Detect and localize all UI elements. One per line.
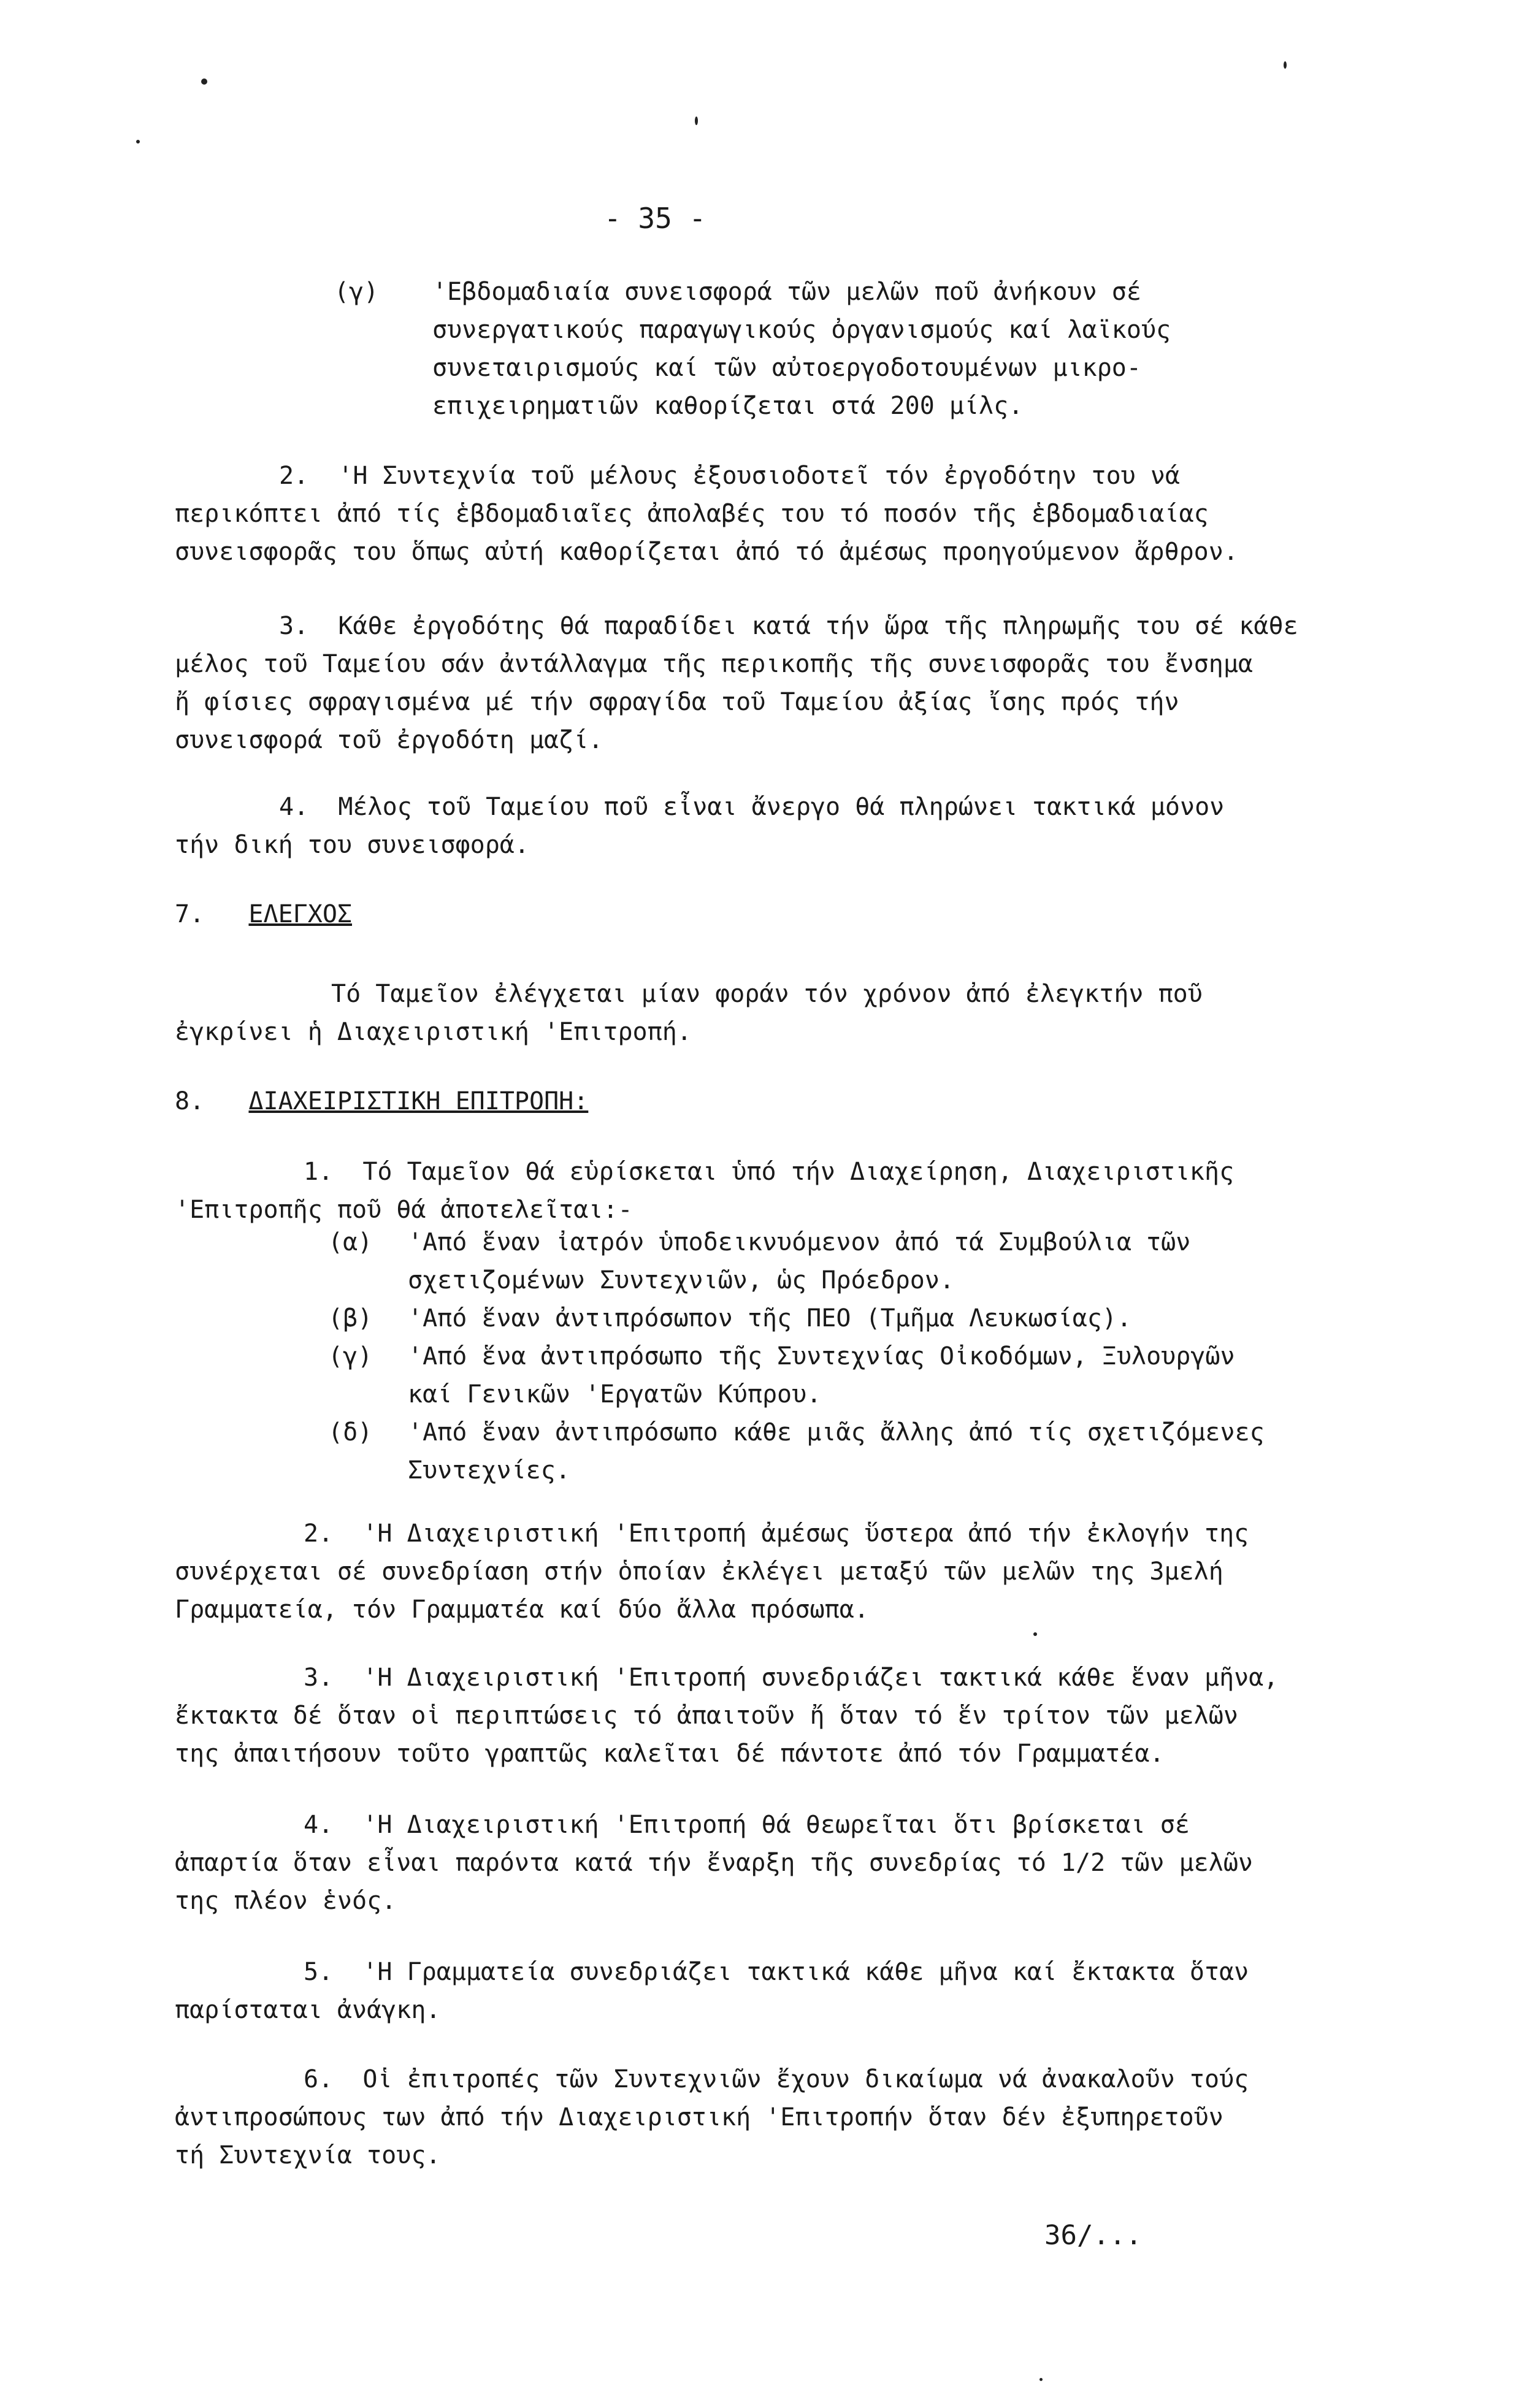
item-gamma-marker: (γ) — [334, 278, 379, 306]
scan-speck — [1284, 61, 1287, 69]
scan-speck — [695, 117, 698, 125]
paragraph-2: 2. 'Η Συντεχνία τοῦ μέλους ἐξουσιοδοτεῖ τόν ἐργοδότην του νά περικόπτει ἀπό τίς ἑβδομαδιαῖες ἀπολαβές του τό ποσόν τῆς ἑβδομαδιαίας συνεισφορᾶς του ὅπως αὐτή καθορίζεται ἀπό τό ἀμέσως προηγούμενον ἄρθρον. — [175, 462, 1238, 566]
subitem-beta: 'Από ἕναν ἀντιπρόσωπον τῆς ΠΕΟ (Τμῆμα Λευκωσίας). — [408, 1304, 1132, 1332]
subitem-texts: 'Από ἕναν ἰατρόν ὑποδεικνυόμενον ἀπό τά Συμβούλια τῶν σχετιζομένων Συντεχνιῶν, ὡς Πρόεδρον. 'Από ἕναν ἀντιπρόσωπον τῆς ΠΕΟ (Τμῆμα Λευκωσίας). 'Από ἕνα ἀντιπρόσωπο τῆς Συντεχνίας Οἰκοδόμων, Ξυλουργῶν καί Γενικῶν 'Εργατῶν Κύπρου. 'Από ἕναν ἀντιπρόσωπο κάθε μιᾶς ἄλλης ἀπό τίς σχετιζόμενες Συντεχνίες. — [408, 1223, 1265, 1489]
page-number: - 35 - — [604, 202, 706, 235]
continuation-marker: 36/... — [1044, 2220, 1142, 2251]
scan-speck — [201, 78, 207, 85]
section-8-heading: 8. ΔΙΑΧΕΙΡΙΣΤΙΚΗ ΕΠΙΤΡΟΠΗ: — [175, 1087, 589, 1115]
section-8-paragraph-4: 4. 'Η Διαχειριστική 'Επιτροπή θά θεωρεῖται ὅτι βρίσκεται σέ ἀπαρτία ὅταν εἶναι παρόντα κατά τήν ἔναρξη τῆς συνεδρίας τό 1/2 τῶν μελῶν της πλέον ἑνός. — [175, 1811, 1253, 1915]
paragraph-4: 4. Μέλος τοῦ Ταμείου ποῦ εἶναι ἄνεργο θά πληρώνει τακτικά μόνον τήν δική του συνεισφορά. — [175, 793, 1225, 859]
section-7-body: Τό Ταμεῖον ἐλέγχεται μίαν φοράν τόν χρόνον ἀπό ἐλεγκτήν ποῦ ἐγκρίνει ἡ Διαχειριστική 'Επιτροπή. — [175, 980, 1203, 1046]
subitem-delta: 'Από ἕναν ἀντιπρόσωπο κάθε μιᾶς ἄλλης ἀπό τίς σχετιζόμενες — [408, 1418, 1265, 1447]
subitem-gamma: 'Από ἕνα ἀντιπρόσωπο τῆς Συντεχνίας Οἰκοδόμων, Ξυλουργῶν — [408, 1342, 1235, 1370]
section-8-title: ΔΙΑΧΕΙΡΙΣΤΙΚΗ ΕΠΙΤΡΟΠΗ: — [248, 1087, 589, 1115]
section-8-paragraph-1: 1. Τό Ταμεῖον θά εὑρίσκεται ὑπό τήν Διαχείρηση, Διαχειριστικῆς 'Επιτροπῆς ποῦ θά ἀποτελεῖται:- — [175, 1158, 1235, 1224]
subitem-alpha: 'Από ἕναν ἰατρόν ὑποδεικνυόμενον ἀπό τά Συμβούλια τῶν — [408, 1228, 1191, 1256]
section-8-paragraph-3: 3. 'Η Διαχειριστική 'Επιτροπή συνεδριάζει τακτικά κάθε ἕναν μῆνα, ἔκτακτα δέ ὅταν οἱ περιπτώσεις τό ἀπαιτοῦν ἤ ὅταν τό ἕν τρίτον τῶν μελῶν της ἀπαιτήσουν τοῦτο γραπτῶς καλεῖται δέ πάντοτε ἀπό τόν Γραμματέα. — [175, 1664, 1279, 1768]
section-8-paragraph-2: 2. 'Η Διαχειριστική 'Επιτροπή ἀμέσως ὕστερα ἀπό τήν ἐκλογήν της συνέρχεται σέ συνεδρίαση στήν ὁποίαν ἐκλέγει μεταξύ τῶν μελῶν της 3μελή Γραμματεία, τόν Γραμματέα καί δύο ἄλλα πρόσωπα. — [175, 1519, 1249, 1624]
subitem-markers: (α) (β) (γ) (δ) — [328, 1228, 373, 1447]
paragraph-3: 3. Κάθε ἐργοδότης θά παραδίδει κατά τήν ὥρα τῆς πληρωμῆς του σέ κάθε μέλος τοῦ Ταμείου σάν ἀντάλλαγμα τῆς περικοπῆς τῆς συνεισφορᾶς του ἔνσημα ἤ φίσιες σφραγισμένα μέ τήν σφραγίδα τοῦ Ταμείου ἀξίας ἴσης πρός τήν συνεισφορά τοῦ ἐργοδότη μαζί. — [175, 612, 1298, 754]
item-gamma-text: 'Εβδομαδιαία συνεισφορά τῶν μελῶν ποῦ ἀνήκουν σέ συνεργατικούς παραγωγικούς ὀργανισμούς καί λαϊκούς συνεταιρισμούς καί τῶν αὐτοεργοδοτουμένων μικρο- επιχειρηματιῶν καθορίζεται στά 200 μίλς. — [432, 278, 1171, 420]
section-8-paragraph-6: 6. Οἱ ἐπιτροπές τῶν Συντεχνιῶν ἔχουν δικαίωμα νά ἀνακαλοῦν τούς ἀντιπροσώπους των ἀπό τήν Διαχειριστική 'Επιτροπήν ὅταν δέν ἐξυπηρετοῦν τή Συντεχνία τους. — [175, 2065, 1249, 2169]
section-7-title: ΕΛΕΓΧΟΣ — [248, 900, 352, 928]
scan-speck — [136, 140, 140, 143]
section-7-heading: 7. ΕΛΕΓΧΟΣ — [175, 900, 352, 928]
section-8-paragraph-5: 5. 'Η Γραμματεία συνεδριάζει τακτικά κάθε μῆνα καί ἔκτακτα ὅταν παρίσταται ἀνάγκη. — [175, 1958, 1249, 2024]
scan-speck — [1033, 1632, 1037, 1636]
scan-speck — [1039, 2378, 1043, 2381]
